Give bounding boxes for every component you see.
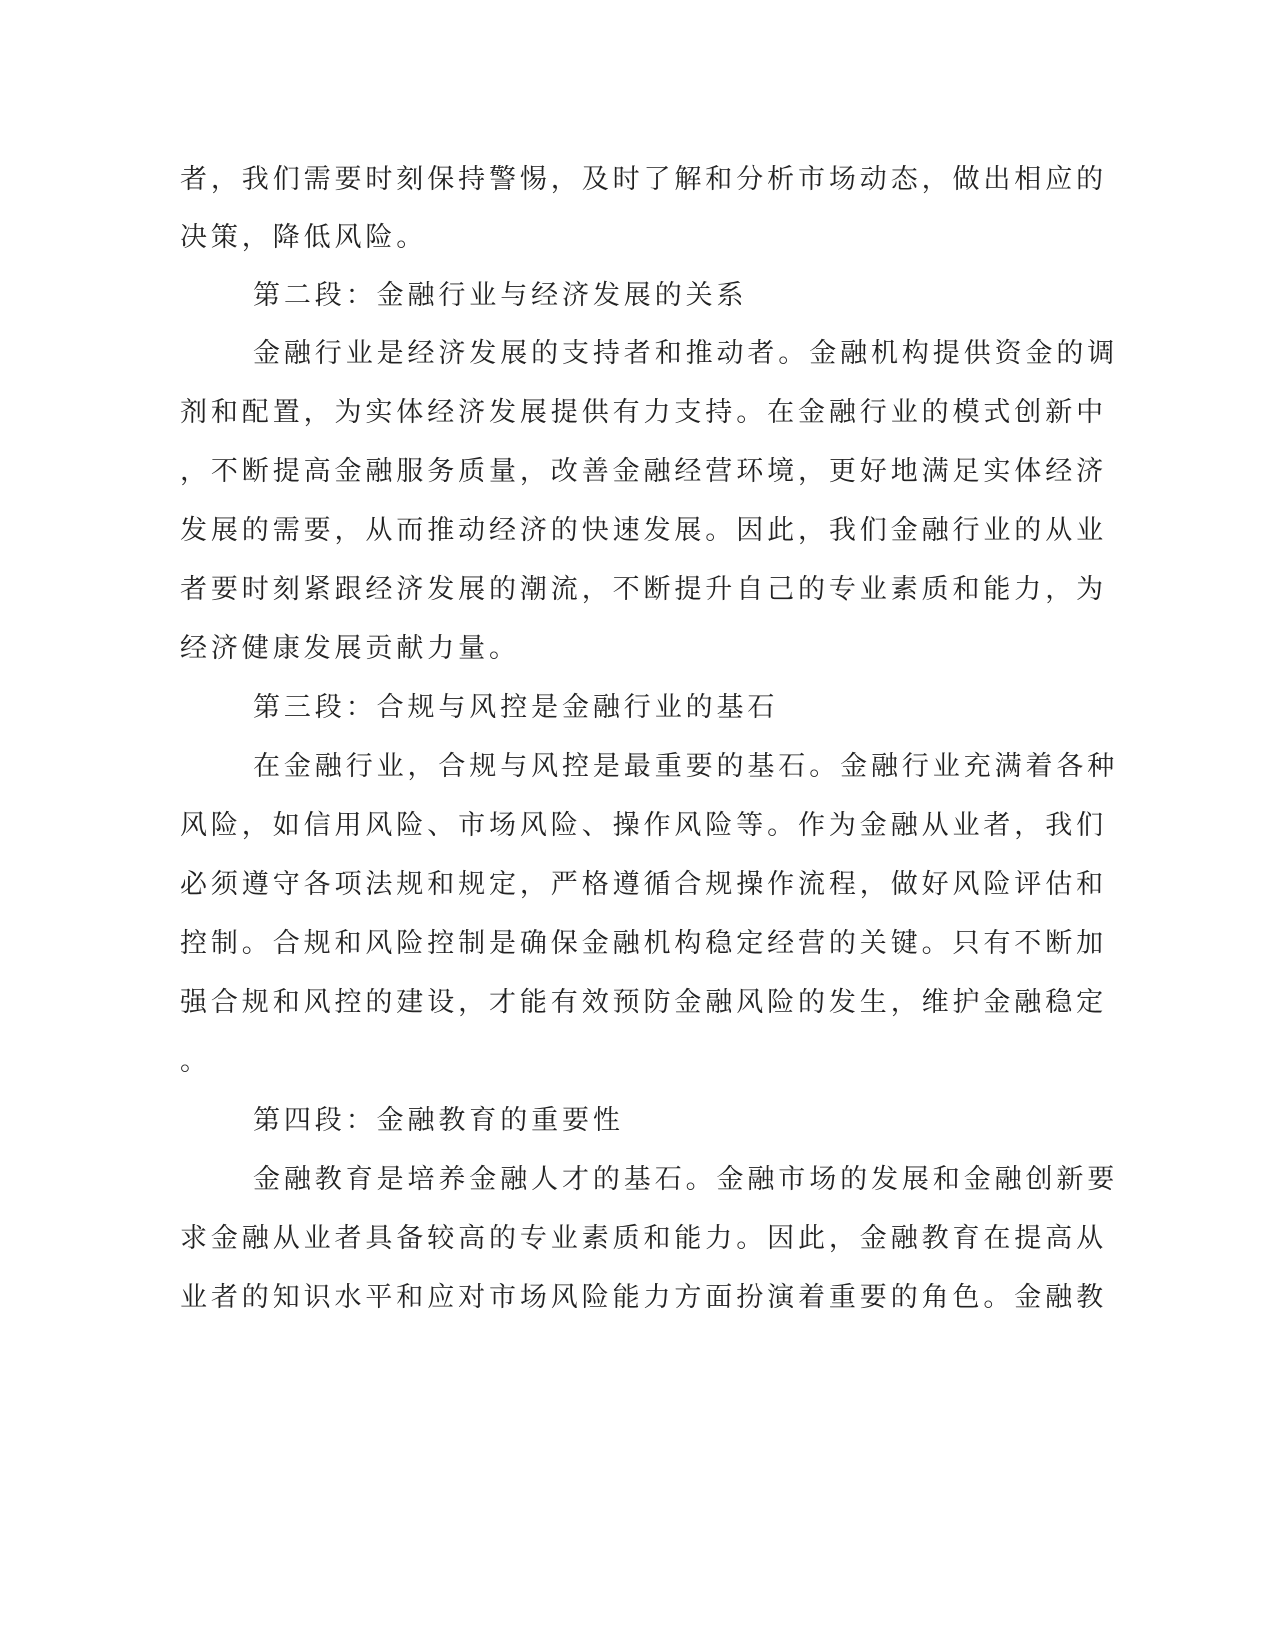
- text-line: 金融行业是经济发展的支持者和推动者。金融机构提供资金的调: [253, 338, 1119, 369]
- text-line: 发展的需要，从而推动经济的快速发展。因此，我们金融行业的从业: [180, 515, 1107, 546]
- text-line: 必须遵守各项法规和规定，严格遵循合规操作流程，做好风险评估和: [180, 869, 1107, 900]
- text-line: 者，我们需要时刻保持警惕，及时了解和分析市场动态，做出相应的: [180, 164, 1107, 195]
- text-line: 风险，如信用风险、市场风险、操作风险等。作为金融从业者，我们: [180, 810, 1107, 841]
- text-line: 在金融行业，合规与风控是最重要的基石。金融行业充满着各种: [253, 751, 1119, 782]
- section-heading-3: 第三段：合规与风控是金融行业的基石: [253, 692, 779, 723]
- text-line: 。: [180, 1046, 211, 1077]
- text-line: 控制。合规和风险控制是确保金融机构稳定经营的关键。只有不断加: [180, 928, 1107, 959]
- text-line: 剂和配置，为实体经济发展提供有力支持。在金融行业的模式创新中: [180, 397, 1107, 428]
- text-line: 决策，降低风险。: [180, 222, 428, 253]
- text-line: 经济健康发展贡献力量。: [180, 633, 520, 664]
- text-line: 强合规和风控的建设，才能有效预防金融风险的发生，维护金融稳定: [180, 987, 1107, 1018]
- text-line: 者要时刻紧跟经济发展的潮流，不断提升自己的专业素质和能力，为: [180, 574, 1107, 605]
- text-line: 业者的知识水平和应对市场风险能力方面扮演着重要的角色。金融教: [180, 1282, 1107, 1313]
- section-heading-2: 第二段：金融行业与经济发展的关系: [253, 280, 748, 311]
- text-line: 求金融从业者具备较高的专业素质和能力。因此，金融教育在提高从: [180, 1223, 1107, 1254]
- text-line: ，不断提高金融服务质量，改善金融经营环境，更好地满足实体经济: [180, 456, 1107, 487]
- section-heading-4: 第四段：金融教育的重要性: [253, 1105, 624, 1136]
- text-line: 金融教育是培养金融人才的基石。金融市场的发展和金融创新要: [253, 1164, 1119, 1195]
